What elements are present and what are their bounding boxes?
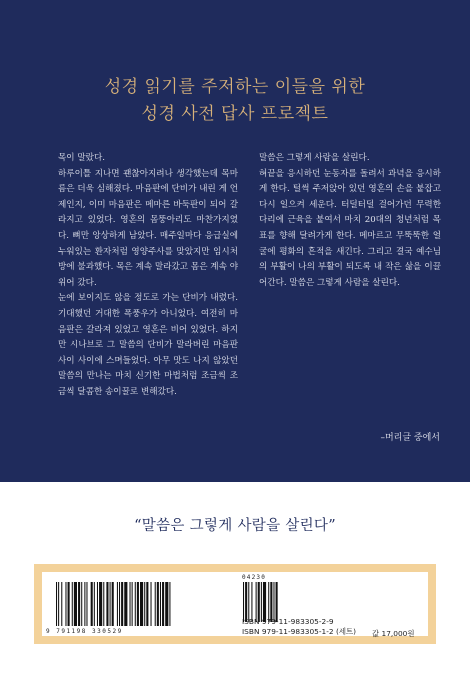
barcode-bar [140,582,143,626]
barcode-bar [78,582,80,626]
addon-bar [258,582,260,622]
barcode-bar [155,582,156,626]
barcode-bar [124,582,127,626]
addon-bar [251,582,252,622]
addon-bar [245,582,247,622]
barcode-bar [151,582,152,626]
excerpt-right-column [259,151,441,291]
addon-bar [248,582,249,622]
barcode-bar [146,582,148,626]
barcode-bar [144,582,145,626]
cover-headline [0,74,470,128]
excerpt-paragraph: 말씀은 그렇게 사람을 살린다. [259,153,370,163]
barcode-bar [65,582,66,626]
isbn-line: ISBN 979-11-983305-2-9 [242,617,334,626]
barcode-bar [112,582,114,626]
barcode-bar [56,582,57,626]
isbn-line: ISBN 979-11-983305-1-2 (세트) [242,627,357,636]
barcode-bar [103,582,104,626]
excerpt-paragraph: 하루이틀 지나면 괜찮아지려나 생각했는데 목마름은 더욱 심해졌다. 마음판에 단비가 내린 게 언제인지, 이미 마음판은 메마른 바둑판이 되어 갈라지고 있었다. 영혼의 몸뚱아리도 마찬가지였다. 뼈만 앙상하게 남았다. 매주일마다 응급실에 누워있는 환자처럼 영양주사를 맞았지만 임시처방에 불과했다. 목은 계속 말라갔고 몸은 계속 야위어 갔다. [58,168,238,288]
barcode-panel [42,572,428,636]
barcode-bar [119,582,120,626]
barcode-bar [86,582,87,626]
addon-bar [256,582,257,622]
headline-line-1: 성경 읽기를 주저하는 이들을 위한 [104,77,366,97]
barcode-bar [99,582,102,626]
barcode-bar [165,582,168,626]
barcode-bar [97,582,98,626]
addon-bar [273,582,274,622]
barcode-bar [160,582,161,626]
barcode-bar [58,582,59,626]
excerpt-paragraph: 혀끝을 응시하던 눈동자를 돌려서 과녁을 응시하게 한다. 털썩 주저앉아 있던 영혼의 손을 붙잡고 다시 일으켜 세운다. 터덜터덜 걸어가던 무력한 다리에 근육을 붙여서 마치 20대의 청년처럼 목표를 향해 달려가게 한다. 메마르고 무뚝뚝한 얼굴에 평화의 흔적을 새긴다. 그리고 결국 예수님의 부활이 나의 부활이 되도록 내 작은 삶을 이끌어간다. 말씀은 그렇게 사람을 살린다. [259,168,441,288]
barcode-bar [117,582,118,626]
addon-bar [270,582,272,622]
isbn-block [242,617,356,637]
barcode-bar [110,582,111,626]
barcode-bar [130,582,131,626]
barcode-bar [169,582,170,626]
addon-barcode [242,582,290,622]
barcode-bar [74,582,77,626]
addon-bar [276,582,278,622]
headline-line-2: 성경 사전 답사 프로젝트 [141,104,329,124]
barcode-bar [162,582,164,626]
barcode-bar [61,582,62,626]
addon-bar [263,582,266,622]
barcode-bar [135,582,136,626]
excerpt-paragraph: 목이 말랐다. [58,153,105,163]
addon-bar [268,582,269,622]
source-note: –머리글 중에서 [380,433,440,443]
barcode-bar [72,582,73,626]
barcode-bar [121,582,123,626]
barcode-bar [84,582,85,626]
barcode-bar [91,582,93,626]
barcode-bar [106,582,108,626]
barcode-bar [94,582,95,626]
barcode-bar [132,582,133,626]
excerpt-paragraph: 눈에 보이지도 않을 정도로 가는 단비가 내렸다. 기대했던 거대한 폭풍우가 아니었다. 여전히 마음판은 갈라져 있었고 영혼은 비어 있었다. 하지만 시나브로 그 말씀의 단비가 말라버린 마음판 사이 사이에 스며들었다. 아무 맛도 나지 않았던 말씀의 만나는 마치 신기한 마법처럼 조금씩 조금씩 달콤한 송이꿀로 변해갔다. [58,293,238,397]
excerpt-left-column [58,151,238,401]
barcode-bar [68,582,70,626]
addon-bar [261,582,262,622]
ean-barcode [54,582,224,626]
barcode-digits: 9 791198 330529 [46,628,123,635]
price-label: 값 17,000원 [372,629,415,638]
addon-digits: 04230 [242,574,267,581]
barcode-bar [81,582,82,626]
addon-bar [243,582,244,622]
barcode-bar [157,582,159,626]
barcode-frame [34,564,436,644]
barcode-bar [137,582,139,626]
pull-quote: “말씀은 그렇게 사람을 살린다” [134,518,336,534]
